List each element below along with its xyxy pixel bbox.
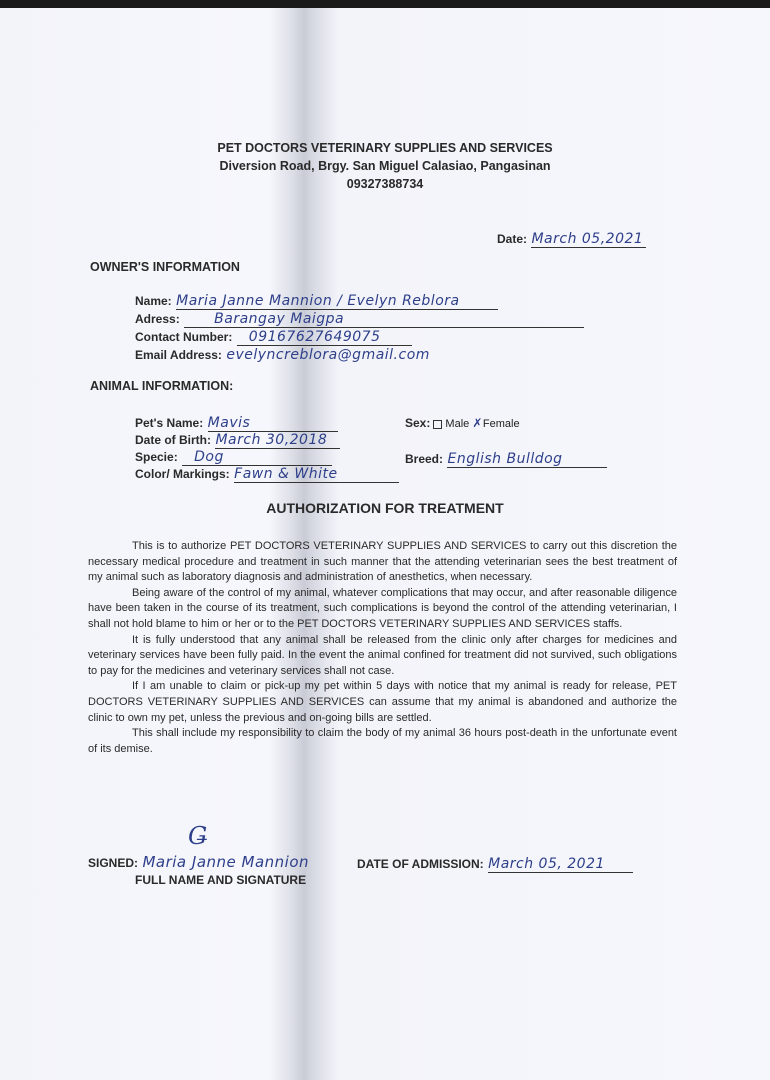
date-label: Date:: [497, 232, 528, 246]
sex-row: [405, 416, 520, 430]
admission-value: March 05, 2021: [488, 856, 633, 873]
breed-row: [405, 450, 607, 468]
authorization-paragraph: This is to authorize PET DOCTORS VETERINARY SUPPLIES AND SERVICES to carry out this discretion the necessary medical procedure and treatment in such manner that the attending veterinarian sees the best treatment of my animal such as laboratory diagnosis and administration of anesthetics, when necessary.: [88, 540, 677, 584]
pet-name-value: Mavis: [208, 415, 338, 432]
sex-female-label: Female: [482, 418, 520, 430]
authorization-paragraph: Being aware of the control of my animal, whatever complications that may occur, and after reasonable diligence have been taken in the course of its treatment, such complications is beyond the control of the attending veterinarian, I shall not hold blame to him or her or to the PET DOCTORS VETERINARY SUPPLIES AND SERVICES staffs.: [88, 586, 677, 630]
owner-address-value: Barangay Maigpa: [184, 311, 584, 328]
check-mark-icon: ✗: [472, 416, 483, 430]
specie-value: Dog: [182, 449, 332, 466]
owner-name-row: [135, 292, 498, 310]
admission-row: [357, 855, 633, 873]
dob-label: Date of Birth:: [135, 433, 211, 447]
pet-name-label: Pet's Name:: [135, 416, 204, 430]
owner-name-label: Name:: [135, 294, 172, 308]
male-checkbox-icon: [433, 420, 442, 429]
owner-contact-row: [135, 328, 412, 346]
owner-email-label: Email Address:: [135, 348, 222, 362]
specie-row: [135, 448, 332, 466]
authorization-body: [88, 539, 677, 757]
owner-address-row: [135, 310, 584, 328]
owner-heading: OWNER'S INFORMATION: [90, 260, 240, 274]
date-row: [497, 230, 646, 248]
pet-name-row: [135, 414, 338, 432]
dob-row: [135, 431, 340, 449]
signed-row: [88, 853, 309, 872]
clinic-address: Diversion Road, Brgy. San Miguel Calasiao, Pangasinan: [219, 159, 551, 173]
sex-label: Sex:: [405, 416, 431, 430]
owner-email-row: [135, 346, 430, 364]
animal-heading: ANIMAL INFORMATION:: [90, 379, 234, 393]
color-label: Color/ Markings:: [135, 467, 230, 481]
date-value: March 05,2021: [531, 231, 646, 248]
breed-label: Breed:: [405, 452, 444, 466]
signature-mark: Ǥ: [188, 822, 209, 850]
authorization-paragraph: It is fully understood that any animal shall be released from the clinic only after charges for medicines and veterinary services have been fully paid. In the event the animal confined for treatment did not survived, such obligations to pay for the medicines and veterinary services shall not case.: [88, 633, 677, 677]
authorization-title: AUTHORIZATION FOR TREATMENT: [266, 500, 504, 516]
authorization-paragraph: This shall include my responsibility to claim the body of my animal 36 hours post-death in the unfortunate event of its demise.: [88, 727, 677, 755]
clinic-phone: 09327388734: [346, 177, 424, 191]
owner-email-value: evelyncreblora@gmail.com: [226, 347, 430, 363]
sex-male-label: Male: [445, 418, 470, 430]
signed-value: Maria Janne Mannion: [142, 853, 310, 871]
signature-caption: FULL NAME AND SIGNATURE: [135, 873, 307, 887]
scan-edge: [0, 0, 770, 8]
owner-contact-label: Contact Number:: [135, 330, 233, 344]
owner-address-label: Adress:: [135, 312, 180, 326]
clinic-name: PET DOCTORS VETERINARY SUPPLIES AND SERVICES: [217, 141, 553, 155]
breed-value: English Bulldog: [447, 451, 607, 468]
owner-contact-value: 09167627649075: [237, 329, 412, 346]
color-value: Fawn & White: [234, 466, 399, 483]
owner-name-value: Maria Janne Mannion / Evelyn Reblora: [176, 293, 498, 310]
dob-value: March 30,2018: [215, 432, 340, 449]
authorization-paragraph: If I am unable to claim or pick-up my pet within 5 days with notice that my animal is ready for release, PET DOCTORS VETERINARY SUPPLIES AND SERVICES can assume that my animal is abandoned and authorize the clinic to own my pet, unless the previous and on-going bills are settled.: [88, 680, 677, 724]
signed-label: SIGNED:: [88, 856, 139, 870]
admission-label: DATE OF ADMISSION:: [357, 857, 484, 871]
specie-label: Specie:: [135, 450, 178, 464]
color-row: [135, 465, 399, 483]
